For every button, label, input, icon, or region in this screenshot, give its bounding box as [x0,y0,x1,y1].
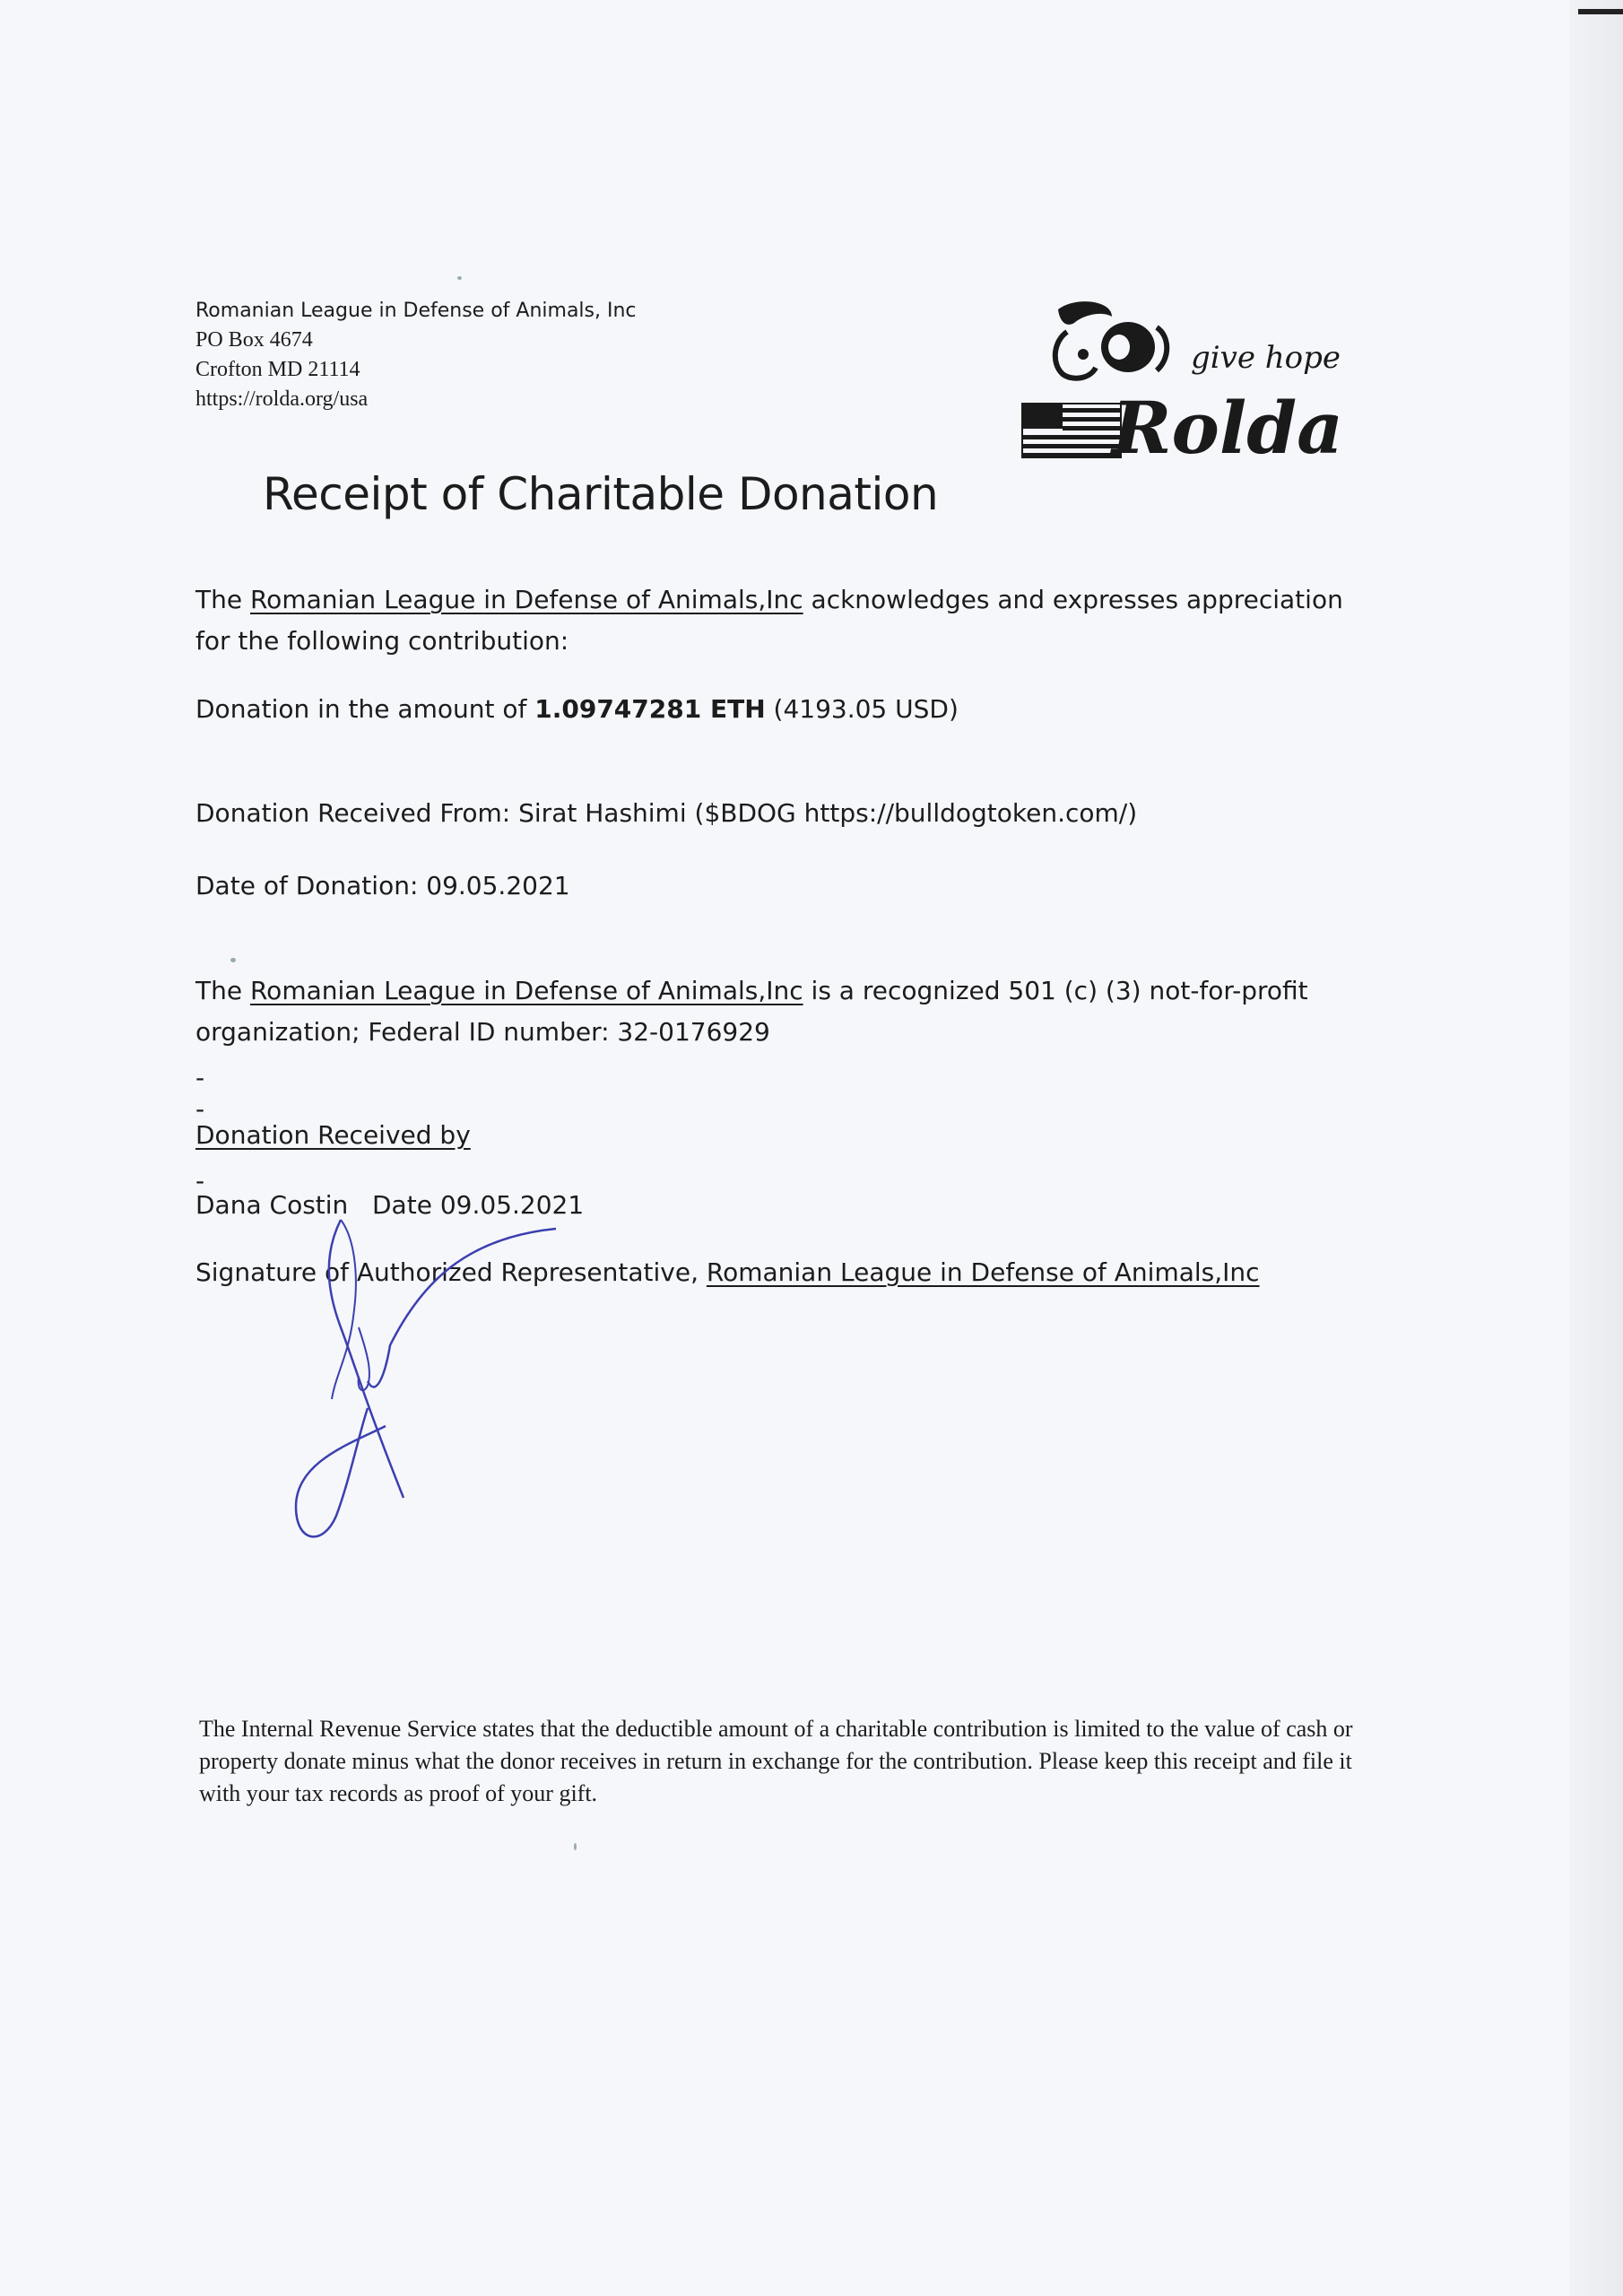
received-by-label: Donation Received by [195,1120,471,1150]
org-link: Romanian League in Defense of Animals,Inc [249,976,803,1005]
scan-speck [457,276,462,280]
sender-address [195,296,637,414]
receiver-date: Date 09.05.2021 [372,1190,585,1220]
website: https://rolda.org/usa [195,387,369,411]
nonprofit-status-paragraph [195,970,1361,1053]
donation-amount [195,689,1361,730]
ack-prefix: The [195,585,250,614]
ack-suffix: acknowledges and expresses appreciation for the following contribution: [195,585,1343,656]
amount-prefix: Donation in the amount of [195,694,535,724]
scan-speck [230,958,236,962]
dash-separator: - [195,1166,205,1196]
org-link: Romanian League in Defense of Animals,Inc [249,585,803,614]
donation-received-from: Donation Received From: Sirat Hashimi ($BDOG https://bulldogtoken.com/) [195,798,1138,828]
receiver-name: Dana Costin [195,1190,349,1220]
irs-notice: The Internal Revenue Service states that the deductible amount of a charitable contribution is limited to the value of cash or property donate minus what the donor receives in return in exchange for the contribution. Please keep this receipt and file it with your tax records as proof of your gift. [199,1716,1353,1806]
dash-separator: - [195,1094,205,1124]
amount-value: 1.09747281 ETH [534,694,766,724]
amount-usd: (4193.05 USD) [765,694,959,724]
handwritten-signature [269,1202,574,1561]
scan-edge [1569,0,1623,2296]
acknowledgement-paragraph [195,579,1361,662]
us-flag-icon [1022,404,1121,457]
status-suffix: is a recognized 501 (c) (3) not-for-profit organization; Federal ID number: 32-0176929 [195,976,1308,1047]
org-name: Romanian League in Defense of Animals, Inc [195,300,637,322]
signature-line-prefix: Signature of Authorized Representative, [195,1257,707,1287]
logo-brand: Rolda [1112,386,1344,470]
rolda-logo [1013,291,1344,475]
date-of-donation: Date of Donation: 09.05.2021 [195,871,570,900]
rolda-logo-graphic [1013,291,1344,475]
scan-edge-mark [1578,9,1623,14]
signature-graphic [269,1202,574,1561]
org-link: Romanian League in Defense of Animals,Inc [706,1257,1260,1287]
dash-separator: - [195,1063,205,1092]
scan-speck [574,1843,577,1850]
city-line: Crofton MD 21114 [195,358,360,381]
status-prefix: The [195,976,250,1005]
page-title: Receipt of Charitable Donation [263,468,939,520]
logo-tagline: give hope [1191,340,1341,376]
po-box: PO Box 4674 [195,328,313,352]
